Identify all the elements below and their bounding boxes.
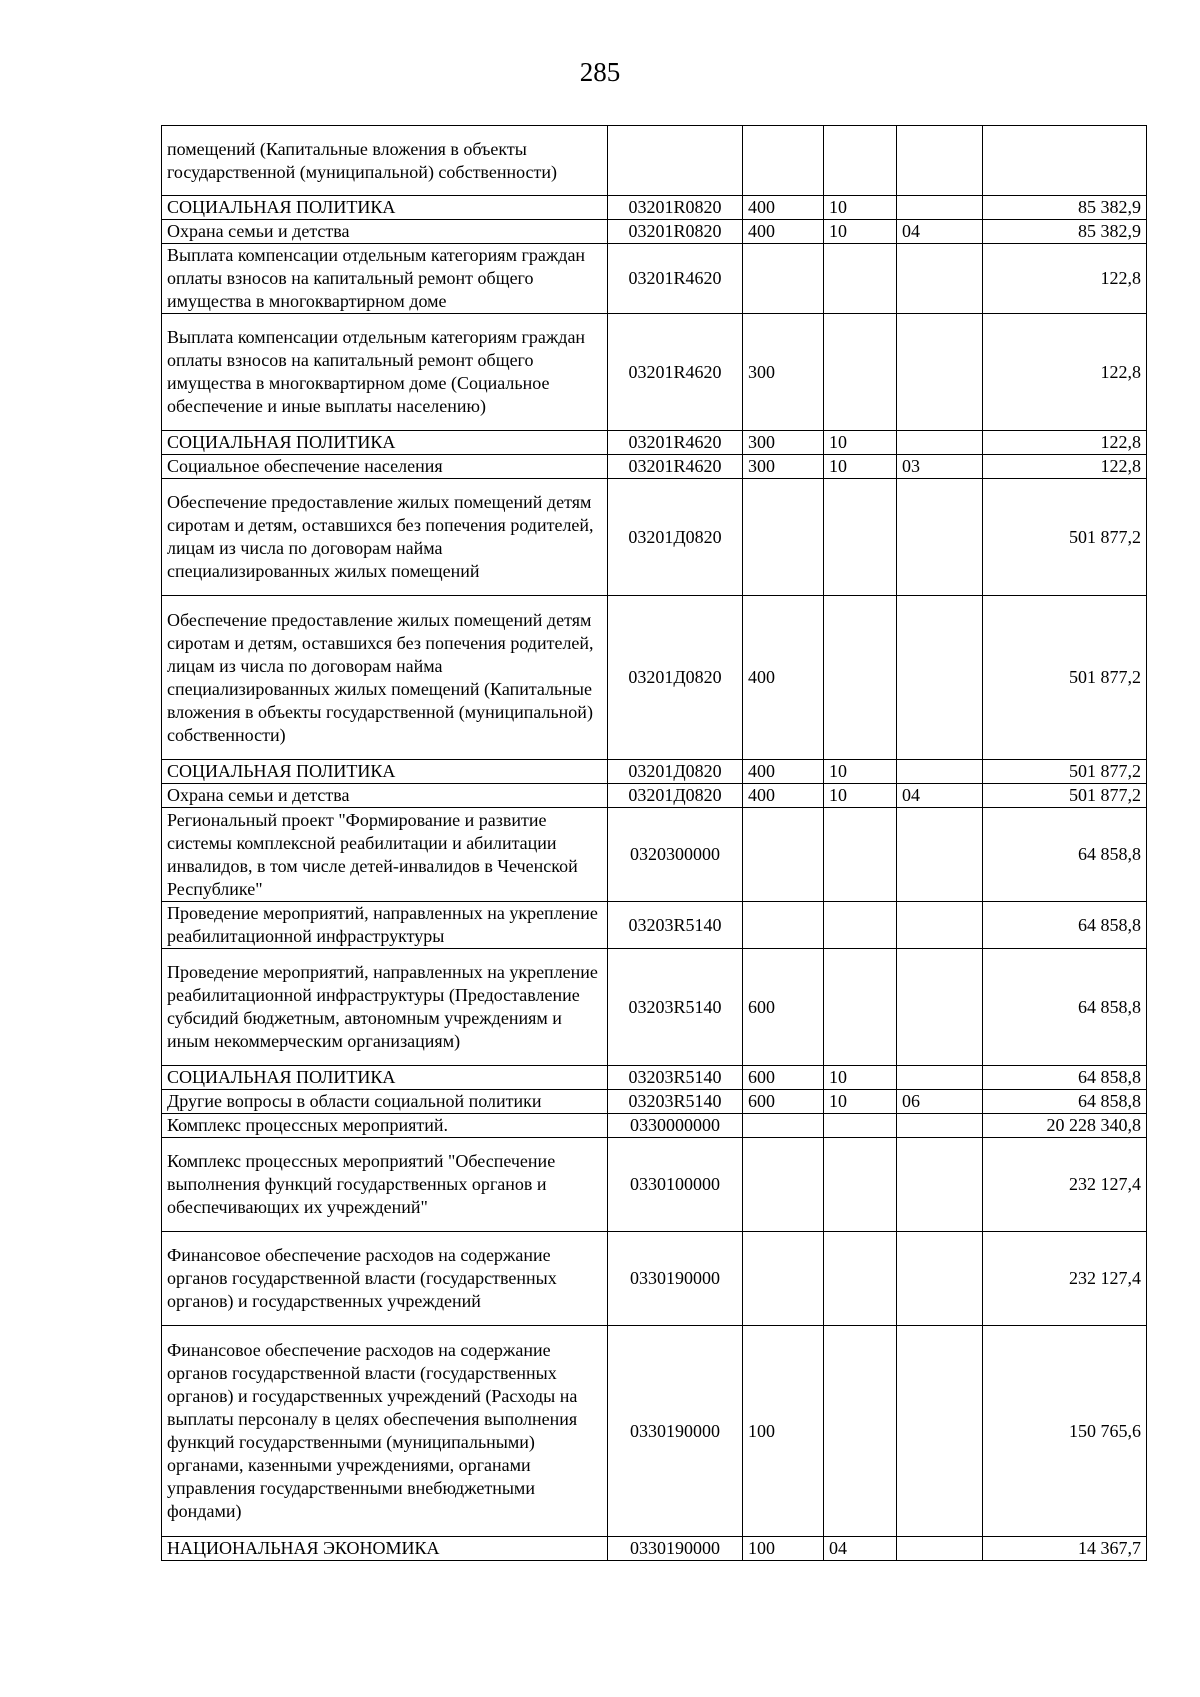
row-subsection-cell	[897, 244, 983, 314]
row-section-cell	[824, 244, 897, 314]
row-sum-cell: 14 367,7	[983, 1537, 1147, 1561]
row-expense-type-cell: 600	[743, 1090, 824, 1114]
row-subsection-cell	[897, 949, 983, 1066]
row-code-cell: 03201R4620	[608, 314, 743, 431]
table-row	[162, 1232, 1147, 1326]
row-code-cell: 03201Д0820	[608, 760, 743, 784]
row-subsection-cell	[897, 760, 983, 784]
row-expense-type-cell	[743, 1114, 824, 1138]
row-expense-type-cell: 300	[743, 431, 824, 455]
row-name-cell: НАЦИОНАЛЬНАЯ ЭКОНОМИКА	[162, 1537, 608, 1561]
row-sum-cell: 122,8	[983, 431, 1147, 455]
table-row	[162, 949, 1147, 1066]
row-expense-type-cell: 100	[743, 1537, 824, 1561]
table-row	[162, 808, 1147, 902]
row-code-cell: 0330190000	[608, 1537, 743, 1561]
row-section-cell	[824, 1326, 897, 1537]
row-section-cell: 10	[824, 196, 897, 220]
row-expense-type-cell: 600	[743, 1066, 824, 1090]
row-sum-cell: 501 877,2	[983, 596, 1147, 760]
row-code-cell	[608, 126, 743, 196]
row-expense-type-cell: 100	[743, 1326, 824, 1537]
row-name-cell: Охрана семьи и детства	[162, 784, 608, 808]
row-section-cell: 04	[824, 1537, 897, 1561]
row-code-cell: 03201R0820	[608, 196, 743, 220]
row-name-cell: Комплекс процессных мероприятий.	[162, 1114, 608, 1138]
row-sum-cell: 122,8	[983, 314, 1147, 431]
row-section-cell	[824, 1114, 897, 1138]
row-section-cell	[824, 314, 897, 431]
table-row	[162, 784, 1147, 808]
row-code-cell: 0330190000	[608, 1232, 743, 1326]
row-sum-cell: 501 877,2	[983, 760, 1147, 784]
table-row	[162, 1090, 1147, 1114]
row-name-cell: Социальное обеспечение населения	[162, 455, 608, 479]
row-expense-type-cell: 300	[743, 455, 824, 479]
row-expense-type-cell	[743, 902, 824, 949]
row-subsection-cell: 06	[897, 1090, 983, 1114]
row-name-cell: Другие вопросы в области социальной политики	[162, 1090, 608, 1114]
row-section-cell: 10	[824, 1090, 897, 1114]
row-section-cell	[824, 1232, 897, 1326]
row-subsection-cell: 04	[897, 220, 983, 244]
row-section-cell: 10	[824, 1066, 897, 1090]
row-name-cell: Обеспечение предоставление жилых помещений детям сиротам и детям, оставшихся без попечения родителей, лицам из числа по договорам найма специализированных жилых помещений (Капитальные вложения в объекты государственной (муниципальной) собственности)	[162, 596, 608, 760]
row-sum-cell: 64 858,8	[983, 1090, 1147, 1114]
row-subsection-cell	[897, 1232, 983, 1326]
row-expense-type-cell: 300	[743, 314, 824, 431]
row-sum-cell	[983, 126, 1147, 196]
table-row	[162, 1537, 1147, 1561]
row-code-cell: 03201R4620	[608, 244, 743, 314]
table-row	[162, 455, 1147, 479]
row-code-cell: 0320300000	[608, 808, 743, 902]
row-subsection-cell	[897, 596, 983, 760]
row-name-cell: Финансовое обеспечение расходов на содержание органов государственной власти (государственных органов) и государственных учреждений	[162, 1232, 608, 1326]
row-expense-type-cell: 400	[743, 196, 824, 220]
row-code-cell: 0330000000	[608, 1114, 743, 1138]
row-subsection-cell	[897, 126, 983, 196]
row-subsection-cell: 03	[897, 455, 983, 479]
row-sum-cell: 122,8	[983, 455, 1147, 479]
row-sum-cell: 150 765,6	[983, 1326, 1147, 1537]
row-name-cell: Обеспечение предоставление жилых помещений детям сиротам и детям, оставшихся без попечения родителей, лицам из числа по договорам найма специализированных жилых помещений	[162, 479, 608, 596]
row-expense-type-cell: 400	[743, 760, 824, 784]
row-code-cell: 03201Д0820	[608, 479, 743, 596]
page-number: 285	[579, 57, 621, 87]
row-subsection-cell	[897, 314, 983, 431]
row-section-cell	[824, 596, 897, 760]
row-sum-cell: 64 858,8	[983, 1066, 1147, 1090]
row-name-cell: Комплекс процессных мероприятий "Обеспечение выполнения функций государственных органов и обеспечивающих их учреждений"	[162, 1138, 608, 1232]
row-name-cell: помещений (Капитальные вложения в объекты государственной (муниципальной) собственности)	[162, 126, 608, 196]
row-section-cell: 10	[824, 784, 897, 808]
row-section-cell	[824, 808, 897, 902]
table-row	[162, 596, 1147, 760]
table-row	[162, 760, 1147, 784]
table-row	[162, 1114, 1147, 1138]
row-code-cell: 03203R5140	[608, 949, 743, 1066]
row-sum-cell: 501 877,2	[983, 479, 1147, 596]
table-row	[162, 244, 1147, 314]
table-row	[162, 1326, 1147, 1537]
row-expense-type-cell: 600	[743, 949, 824, 1066]
budget-table	[161, 125, 1147, 1561]
row-sum-cell: 85 382,9	[983, 220, 1147, 244]
row-sum-cell: 64 858,8	[983, 808, 1147, 902]
row-sum-cell: 85 382,9	[983, 196, 1147, 220]
row-expense-type-cell	[743, 126, 824, 196]
table-row	[162, 902, 1147, 949]
row-section-cell	[824, 902, 897, 949]
row-subsection-cell	[897, 1066, 983, 1090]
row-subsection-cell	[897, 196, 983, 220]
table-row	[162, 479, 1147, 596]
row-expense-type-cell	[743, 1138, 824, 1232]
row-section-cell: 10	[824, 760, 897, 784]
row-name-cell: СОЦИАЛЬНАЯ ПОЛИТИКА	[162, 196, 608, 220]
row-subsection-cell	[897, 479, 983, 596]
row-code-cell: 0330100000	[608, 1138, 743, 1232]
row-code-cell: 03201R4620	[608, 431, 743, 455]
table-body	[162, 126, 1147, 1561]
row-expense-type-cell: 400	[743, 220, 824, 244]
row-code-cell: 03201R0820	[608, 220, 743, 244]
row-section-cell: 10	[824, 455, 897, 479]
row-sum-cell: 64 858,8	[983, 902, 1147, 949]
table-row	[162, 314, 1147, 431]
table-row	[162, 196, 1147, 220]
row-name-cell: Выплата компенсации отдельным категориям граждан оплаты взносов на капитальный ремонт общего имущества в многоквартирном доме (Социальное обеспечение и иные выплаты населению)	[162, 314, 608, 431]
row-subsection-cell	[897, 808, 983, 902]
row-subsection-cell	[897, 1114, 983, 1138]
row-expense-type-cell	[743, 244, 824, 314]
row-name-cell: СОЦИАЛЬНАЯ ПОЛИТИКА	[162, 431, 608, 455]
row-name-cell: Проведение мероприятий, направленных на укрепление реабилитационной инфраструктуры (Предоставление субсидий бюджетным, автономным учреждениям и иным некоммерческим организациям)	[162, 949, 608, 1066]
row-section-cell	[824, 949, 897, 1066]
row-subsection-cell	[897, 431, 983, 455]
row-code-cell: 03201Д0820	[608, 596, 743, 760]
row-name-cell: Охрана семьи и детства	[162, 220, 608, 244]
row-expense-type-cell	[743, 479, 824, 596]
table-row	[162, 220, 1147, 244]
row-section-cell: 10	[824, 431, 897, 455]
row-name-cell: Выплата компенсации отдельным категориям граждан оплаты взносов на капитальный ремонт общего имущества в многоквартирном доме	[162, 244, 608, 314]
row-section-cell: 10	[824, 220, 897, 244]
row-expense-type-cell: 400	[743, 596, 824, 760]
row-sum-cell: 232 127,4	[983, 1232, 1147, 1326]
row-code-cell: 03203R5140	[608, 1066, 743, 1090]
row-expense-type-cell: 400	[743, 784, 824, 808]
row-expense-type-cell	[743, 1232, 824, 1326]
row-name-cell: Проведение мероприятий, направленных на укрепление реабилитационной инфраструктуры	[162, 902, 608, 949]
row-expense-type-cell	[743, 808, 824, 902]
table-row	[162, 431, 1147, 455]
row-code-cell: 03201R4620	[608, 455, 743, 479]
row-name-cell: Региональный проект "Формирование и развитие системы комплексной реабилитации и абилитации инвалидов, в том числе детей-инвалидов в Чеченской Республике"	[162, 808, 608, 902]
row-name-cell: Финансовое обеспечение расходов на содержание органов государственной власти (государственных органов) и государственных учреждений (Расходы на выплаты персоналу в целях обеспечения выполнения функций государственными (муниципальными) органами, казенными учреждениями, органами управления государственными внебюджетными фондами)	[162, 1326, 608, 1537]
table-row	[162, 126, 1147, 196]
row-subsection-cell	[897, 1138, 983, 1232]
row-name-cell: СОЦИАЛЬНАЯ ПОЛИТИКА	[162, 1066, 608, 1090]
row-subsection-cell	[897, 1537, 983, 1561]
row-section-cell	[824, 126, 897, 196]
row-section-cell	[824, 1138, 897, 1232]
row-sum-cell: 20 228 340,8	[983, 1114, 1147, 1138]
row-subsection-cell	[897, 902, 983, 949]
row-section-cell	[824, 479, 897, 596]
row-sum-cell: 501 877,2	[983, 784, 1147, 808]
row-code-cell: 03203R5140	[608, 1090, 743, 1114]
row-subsection-cell	[897, 1326, 983, 1537]
row-code-cell: 03203R5140	[608, 902, 743, 949]
row-name-cell: СОЦИАЛЬНАЯ ПОЛИТИКА	[162, 760, 608, 784]
row-subsection-cell: 04	[897, 784, 983, 808]
table-row	[162, 1138, 1147, 1232]
table-row	[162, 1066, 1147, 1090]
row-sum-cell: 122,8	[983, 244, 1147, 314]
row-sum-cell: 64 858,8	[983, 949, 1147, 1066]
row-code-cell: 03201Д0820	[608, 784, 743, 808]
row-code-cell: 0330190000	[608, 1326, 743, 1537]
row-sum-cell: 232 127,4	[983, 1138, 1147, 1232]
